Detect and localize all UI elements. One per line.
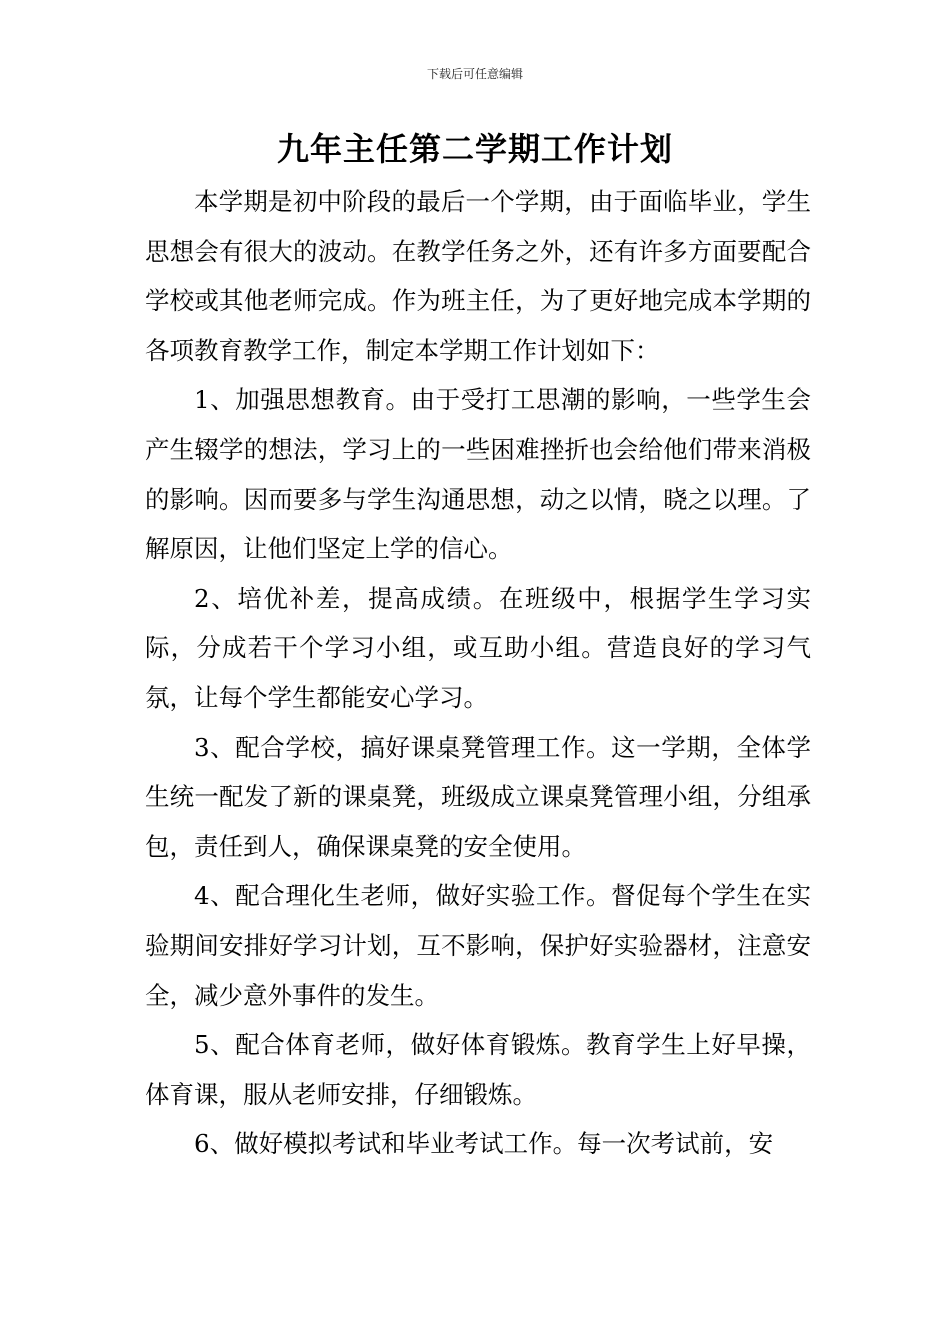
paragraph-intro: 本学期是初中阶段的最后一个学期，由于面临毕业，学生思想会有很大的波动。在教学任务之外，还有许多方面要配合学校或其他老师完成。作为班主任，为了更好地完成本学期的各项教育教学工作，制定本学期工作计划如下：	[145, 187, 811, 365]
paragraph-item-4: 4、配合理化生老师，做好实验工作。督促每个学生在实验期间安排好学习计划，互不影响，保护好实验器材，注意安全，减少意外事件的发生。	[145, 881, 811, 1010]
paragraph-item-3: 3、配合学校，搞好课桌凳管理工作。这一学期，全体学生统一配发了新的课桌凳，班级成立课桌凳管理小组，分组承包，责任到人，确保课桌凳的安全使用。	[145, 732, 811, 861]
header-note: 下载后可任意编辑	[426, 67, 523, 81]
paragraph-item-5: 5、配合体育老师，做好体育锻炼。教育学生上好早操，体育课，服从老师安排，仔细锻炼。	[145, 1030, 811, 1109]
paragraph-item-1: 1、加强思想教育。由于受打工思潮的影响，一些学生会产生辍学的想法，学习上的一些困难挫折也会给他们带来消极的影响。因而要多与学生沟通思想，动之以情，晓之以理。了解原因，让他们坚定上学的信心。	[145, 385, 811, 564]
paragraph-item-2: 2、培优补差，提高成绩。在班级中，根据学生学习实际，分成若干个学习小组，或互助小组。营造良好的学习气氛，让每个学生都能安心学习。	[145, 583, 811, 712]
document-title: 九年主任第二学期工作计划	[276, 130, 673, 168]
paragraph-item-6: 6、做好模拟考试和毕业考试工作。每一次考试前，安	[194, 1129, 774, 1159]
document-body	[145, 177, 811, 1169]
